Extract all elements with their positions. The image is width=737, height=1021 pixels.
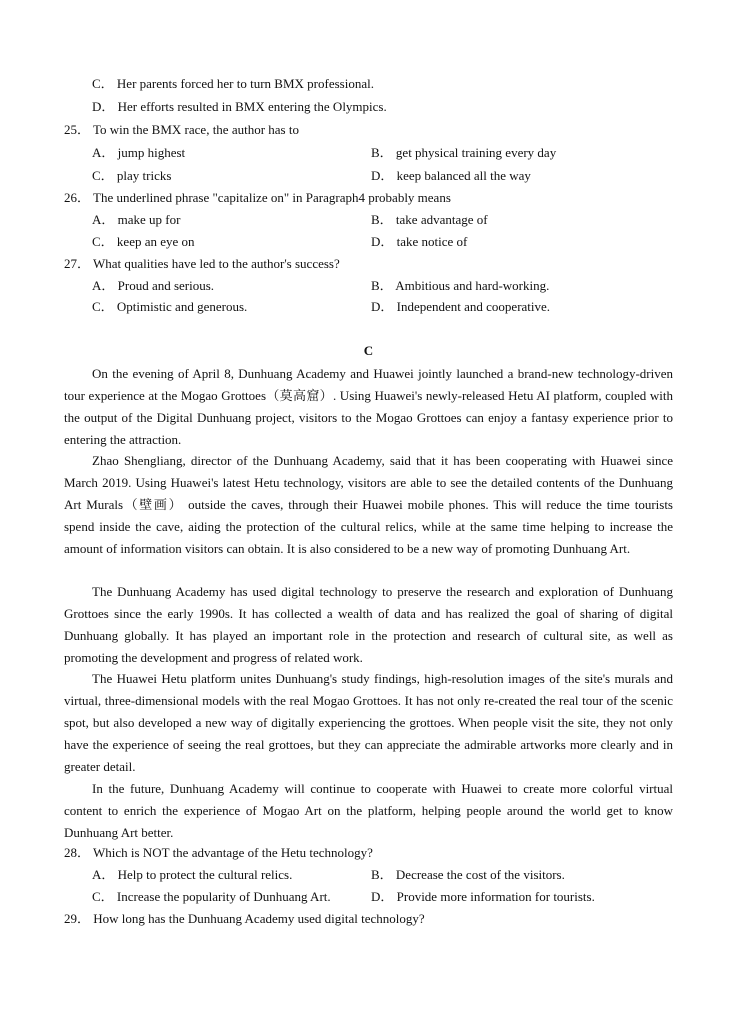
passage-paragraph-5: In the future, Dunhuang Academy will continue to cooperate with Huawei to create more colorful virtual content to enrich the experience of Mogao Art on the platform, helping people around the world get to know Dunhuang Art better. [64, 781, 673, 840]
q25-option-d: D． keep balanced all the way [371, 168, 531, 183]
question-27-stem: 27． What qualities have led to the author's success? [64, 256, 340, 271]
question-29-stem: 29． How long has the Dunhuang Academy used digital technology? [64, 911, 425, 926]
q28-option-b: B． Decrease the cost of the visitors. [371, 867, 565, 882]
passage-paragraph-4: The Huawei Hetu platform unites Dunhuang's study findings, high-resolution images of the site's murals and virtual, three-dimensional models with the real Mogao Grottoes. It has not only re-created the real tour of the scenic spot, but also developed a new way of digitally experiencing the grottoes. When people visit the site, they not only have the experience of seeing the real grottoes, but they can appreciate the admirable artworks more clearly and in greater detail. [64, 671, 673, 774]
q28-option-d: D． Provide more information for tourists. [371, 889, 595, 904]
prev-option-d: D． Her efforts resulted in BMX entering the Olympics. [92, 99, 387, 114]
q25-option-b: B． get physical training every day [371, 145, 557, 160]
q26-option-d: D． take notice of [371, 234, 468, 249]
section-c-heading: C [363, 343, 374, 358]
q27-option-d: D． Independent and cooperative. [371, 299, 551, 314]
q27-option-c: C． Optimistic and generous. [92, 299, 248, 314]
q28-option-a: A． Help to protect the cultural relics. [92, 867, 293, 882]
passage-paragraph-3: The Dunhuang Academy has used digital technology to preserve the research and exploration of Dunhuang Grottoes since the early 1990s. It has collected a wealth of data and has realized the goal of sharing of digital Dunhuang globally. It has played an important role in the protection and research of cultural site, as well as promoting the development and progress of related work. [64, 584, 673, 665]
passage-paragraph-1: On the evening of April 8, Dunhuang Academy and Huawei jointly launched a brand-new technology-driven tour experience at the Mogao Grottoes（莫高窟）. Using Huawei's newly-released Hetu AI platform, coupled with the output of the Digital Dunhuang project, visitors to the Mogao Grottoes can enjoy a fantasy experience prior to entering the attraction. [64, 366, 673, 447]
q27-option-a: A． Proud and serious. [92, 278, 215, 293]
q26-option-a: A． make up for [92, 212, 181, 227]
q27-option-b: B． Ambitious and hard-working. [371, 278, 550, 293]
passage-paragraph-2: Zhao Shengliang, director of the Dunhuang Academy, said that it has been cooperating with Huawei since March 2019. Using Huawei's latest Hetu technology, visitors are able to see the detailed contents of the Dunhuang Art Murals（壁画） outside the caves, through their Huawei mobile phones. This will reduce the time tourists spend inside the cave, aiding the protection of the cultural relics, while at the same time helping to increase the amount of information visitors can obtain. It is also considered to be a new way of promoting Dunhuang Art. [64, 453, 673, 556]
question-25-stem: 25． To win the BMX race, the author has to [64, 122, 299, 137]
q25-option-a: A． jump highest [92, 145, 186, 160]
prev-option-c: C． Her parents forced her to turn BMX professional. [92, 76, 374, 91]
q26-option-c: C． keep an eye on [92, 234, 195, 249]
q25-option-c: C． play tricks [92, 168, 172, 183]
q26-option-b: B． take advantage of [371, 212, 488, 227]
question-26-stem: 26． The underlined phrase "capitalize on" in Paragraph4 probably means [64, 190, 451, 205]
question-28-stem: 28． Which is NOT the advantage of the Hetu technology? [64, 845, 373, 860]
q28-option-c: C． Increase the popularity of Dunhuang Art. [92, 889, 331, 904]
